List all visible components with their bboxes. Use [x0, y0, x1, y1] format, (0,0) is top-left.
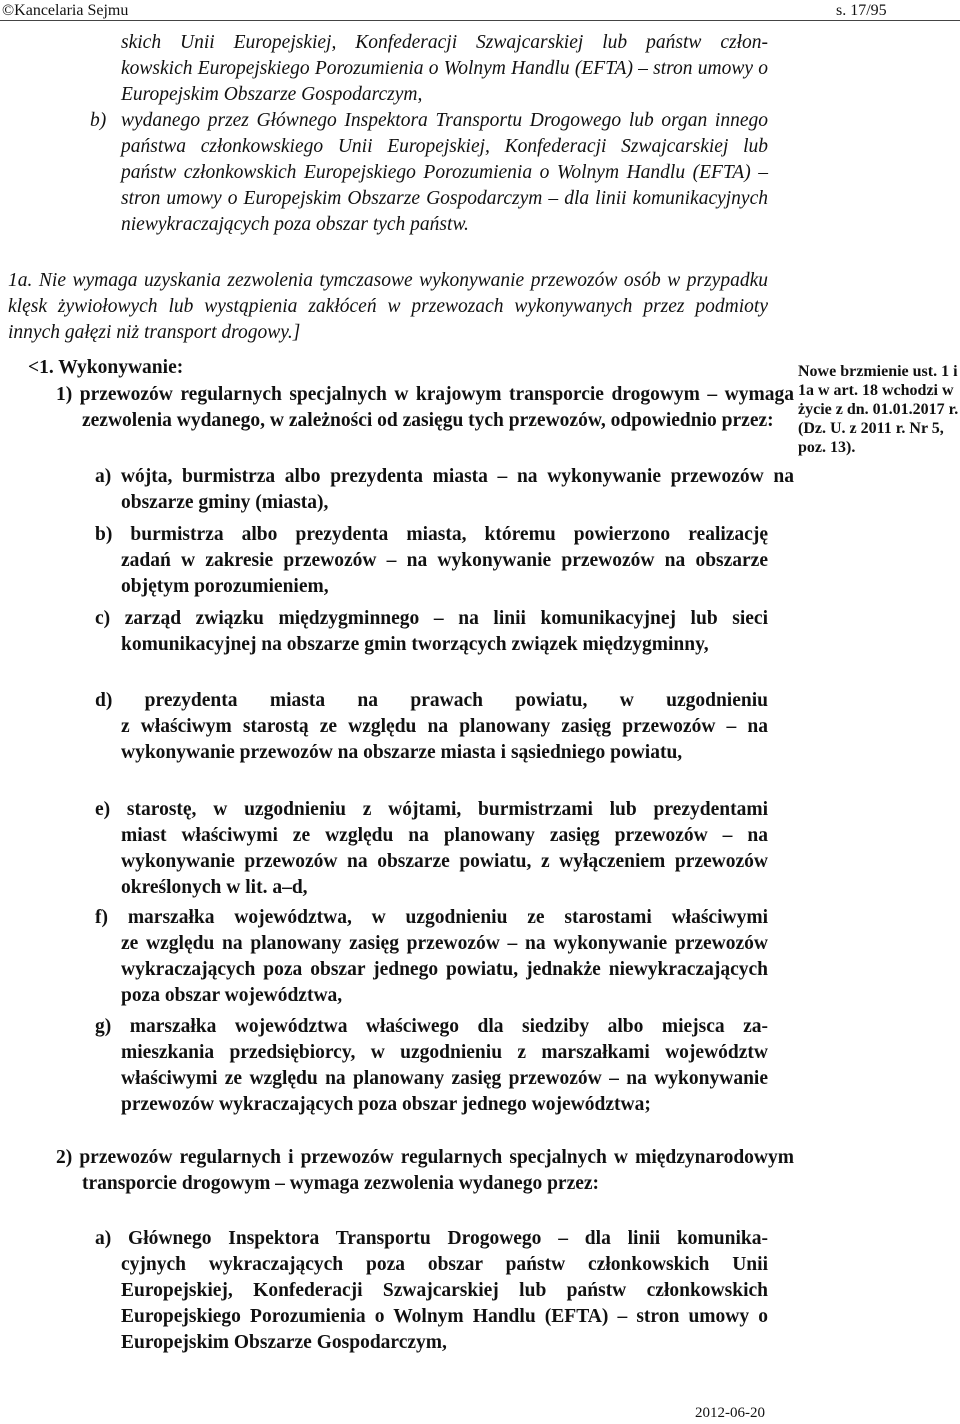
item-2-sub-a-text: cyjnych wykraczających poza obszar państw członkowskich Unii Europejskiej, Konfederacji Szwajcarskiej lub państw członkowskich Europejskiego Porozumienia o Wolnym Handlu (EFTA) – stron umowy o Europejskim Obszarze Gospodarczym, — [121, 1254, 768, 1353]
item-1-sub-d-line: d) prezydenta miasta na prawach powiatu, w uzgodnieniu — [95, 690, 768, 711]
item-1-sub-b-text: zadań w zakresie przewozów – na wykonywanie przewozów na obszarze objętym porozumieniem, — [121, 550, 768, 597]
continuation-text: kowskich Europejskiego Porozumienia o Wolnym Handlu (EFTA) – stron umowy o Europejskim Obszarze Gospodarczym, — [121, 58, 768, 105]
item-1-sub-a: a) wójta, burmistrza albo prezydenta miasta – na wykonywanie przewozów na obszarze gminy (miasta), — [95, 466, 794, 513]
item-1-sub-c-line: c) zarząd związku międzygminnego – na linii komunikacyjnej lub sieci — [95, 608, 768, 629]
point-b-text: wydanego przez Głównego Inspektora Transportu Drogowego lub organ innego państwa członkowskiego Unii Europejskiej, Konfederacji Szwajcarskiej lub państw członkowskich Europejskiego Porozumienia o Wolnym Handlu (EFTA) – stron umowy o Europejskim Obszarze Gospodarczym – dla linii komunikacyjnych niewykraczających poza obszar tych państw. — [121, 110, 768, 235]
point-b-marker: b) — [90, 110, 107, 131]
item-1-sub-d-text: z właściwym starostą ze względu na planowany zasięg przewozów – na wykonywanie przewozów na obszarze miasta i sąsiedniego powiatu, — [121, 716, 768, 763]
paragraph-1a — [8, 268, 768, 346]
item-2-sub-a-line: a) Głównego Inspektora Transportu Drogowego – dla linii komunika- — [95, 1228, 768, 1249]
header-page-number: s. 17/95 — [836, 2, 887, 19]
item-1: 1) przewozów regularnych specjalnych w krajowym transporcie drogowym – wymaga zezwolenia wydanego, w zależności od zasięgu tych przewozów, odpowiednio przez: — [56, 384, 794, 431]
header-divider — [0, 20, 960, 21]
item-1-sub-e-text: miast właściwymi ze względu na planowany zasięg przewozów – na wykonywanie przewozów na obszarze powiatu, z wyłączeniem przewozów określonych w lit. a–d, — [121, 825, 768, 898]
section-heading: <1. Wykonywanie: — [28, 357, 184, 378]
paragraph-1a-text: Nie wymaga uzyskania zezwolenia tymczasowe wykonywanie przewozów osób w przypadku klęsk żywiołowych lub wystąpienia zakłóceń w przewozach wykonywanych przez podmioty innych gałęzi niż transport drogowy.] — [8, 270, 768, 343]
continuation-line: skich Unii Europejskiej, Konfederacji Szwajcarskiej lub państw człon- — [121, 32, 768, 53]
item-1-sub-b-line: b) burmistrza albo prezydenta miasta, któremu powierzono realizację — [95, 524, 768, 545]
item-1-sub-f-line: f) marszałka województwa, w uzgodnieniu ze starostami właściwymi — [95, 907, 768, 928]
item-1-sub-g-text: mieszkania przedsiębiorcy, w uzgodnieniu z marszałkami województw właściwymi ze względu na planowany zasięg przewozów – na wykonywanie przewozów wykraczających poza obszar jednego województwa; — [121, 1042, 768, 1115]
margin-note: Nowe brzmienie ust. 1 i 1a w art. 18 wchodzi w życie z dn. 01.01.2017 r. (Dz. U. z 2011 r. Nr 5, poz. 13). — [798, 363, 959, 456]
item-1-sub-c-text: komunikacyjnej na obszarze gmin tworzących związek międzygminny, — [121, 634, 709, 655]
item-1-sub-g-line: g) marszałka województwa właściwego dla siedziby albo miejsca za- — [95, 1016, 768, 1037]
item-2: 2) przewozów regularnych i przewozów regularnych specjalnych w międzynarodowym transporcie drogowym – wymaga zezwolenia wydanego przez: — [56, 1147, 794, 1194]
header-source: ©Kancelaria Sejmu — [2, 2, 129, 19]
item-1-sub-e-line: e) starostę, w uzgodnieniu z wójtami, burmistrzami lub prezydentami — [95, 799, 768, 820]
paragraph-1a-marker: 1a. — [8, 270, 33, 291]
footer-date: 2012-06-20 — [695, 1405, 765, 1421]
item-1-sub-f-text: ze względu na planowany zasięg przewozów – na wykonywanie przewozów wykraczających poza obszar jednego powiatu, jednakże niewykraczających poza obszar województwa, — [121, 933, 768, 1006]
